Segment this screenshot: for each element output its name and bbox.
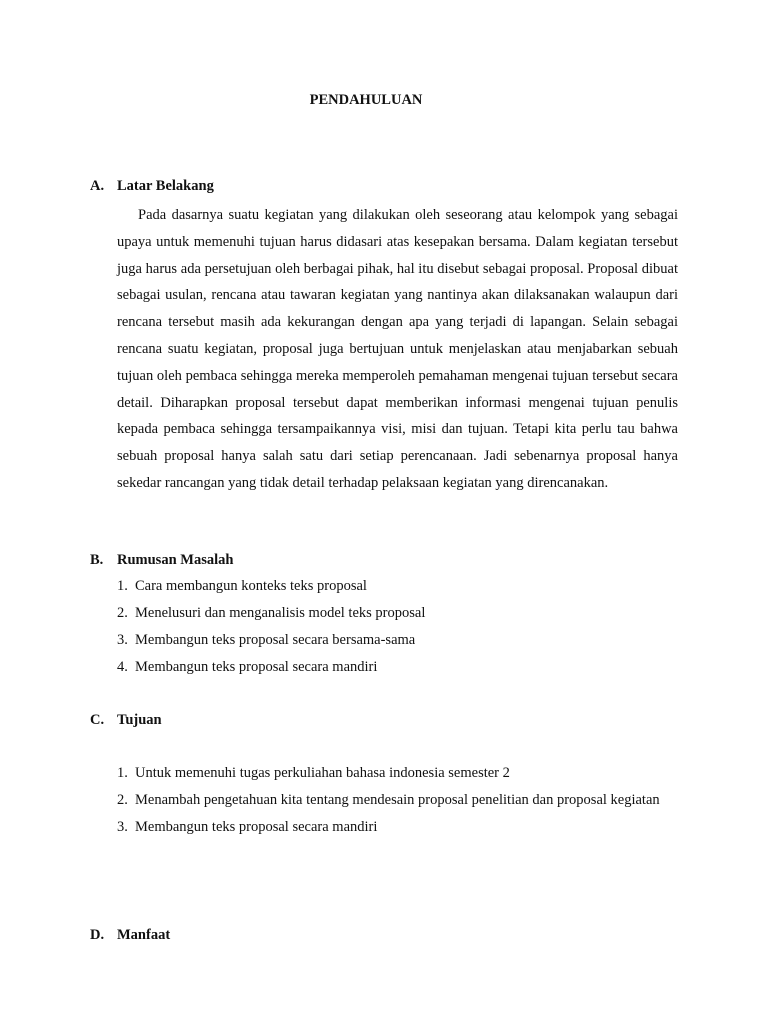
list-text: Untuk memenuhi tugas perkuliahan bahasa indonesia semester 2 bbox=[135, 765, 510, 781]
section-c-letter: C. bbox=[90, 712, 105, 728]
list-item bbox=[117, 760, 660, 787]
objectives-list bbox=[117, 760, 660, 841]
section-c-heading bbox=[90, 712, 162, 729]
page-title: PENDAHULUAN bbox=[309, 92, 423, 108]
list-text: Membangun teks proposal secara bersama-sama bbox=[135, 632, 416, 648]
list-number: 1. bbox=[117, 578, 128, 594]
list-item bbox=[117, 654, 425, 681]
section-c-title: Tujuan bbox=[117, 712, 162, 728]
list-item bbox=[117, 787, 660, 814]
section-d-letter: D. bbox=[90, 927, 105, 943]
section-d-heading bbox=[90, 927, 170, 944]
background-paragraph: Pada dasarnya suatu kegiatan yang dilakukan oleh seseorang atau kelompok yang sebagai upaya untuk memenuhi tujuan harus didasari atas kesepakan bersama. Dalam kegiatan tersebut juga harus ada persetujuan oleh berbagai pihak, hal itu disebut sebagai proposal. Proposal dibuat sebagai usulan, rencana atau tawaran kegiatan yang nantinya akan dilaksanakan walaupun dari rencana tersebut masih ada kekurangan dengan apa yang terjadi di lapangan. Selain sebagai rencana suatu kegiatan, proposal juga bertujuan untuk menjelaskan atau menjabarkan sebuah tujuan oleh pembaca sehingga mereka memperoleh pemahaman mengenai tujuan tersebut secara detail. Diharapkan proposal tersebut dapat memberikan informasi mengenai tujuan penulis kepada pembaca sehingga tersampaikannya visi, misi dan tujuan. Tetapi kita perlu tau bahwa sebuah proposal hanya salah satu dari setiap perencanaan. Jadi sebenarnya proposal hanya sekedar rancangan yang tidak detail terhadap pelaksaan kegiatan yang direncanakan. bbox=[117, 207, 678, 491]
list-item bbox=[117, 573, 425, 600]
section-b-title: Rumusan Masalah bbox=[117, 552, 234, 568]
list-text: Menelusuri dan menganalisis model teks proposal bbox=[135, 605, 426, 621]
list-text: Membangun teks proposal secara mandiri bbox=[135, 659, 378, 675]
section-b-letter: B. bbox=[90, 552, 104, 568]
list-text: Menambah pengetahuan kita tentang mendesain proposal penelitian dan proposal kegiatan bbox=[135, 792, 660, 808]
list-number: 4. bbox=[117, 659, 128, 675]
section-b-heading bbox=[90, 552, 233, 569]
list-item bbox=[117, 600, 425, 627]
list-number: 2. bbox=[117, 605, 128, 621]
list-number: 3. bbox=[117, 632, 128, 648]
problem-formulation-list bbox=[117, 573, 425, 681]
section-a-letter: A. bbox=[90, 178, 105, 194]
list-number: 3. bbox=[117, 819, 128, 835]
section-a-heading bbox=[90, 178, 214, 195]
section-a-title: Latar Belakang bbox=[117, 178, 214, 194]
list-item bbox=[117, 814, 660, 841]
list-number: 1. bbox=[117, 765, 128, 781]
list-item bbox=[117, 627, 425, 654]
list-text: Membangun teks proposal secara mandiri bbox=[135, 819, 378, 835]
section-d-title: Manfaat bbox=[117, 927, 171, 943]
list-number: 2. bbox=[117, 792, 128, 808]
list-text: Cara membangun konteks teks proposal bbox=[135, 578, 367, 594]
